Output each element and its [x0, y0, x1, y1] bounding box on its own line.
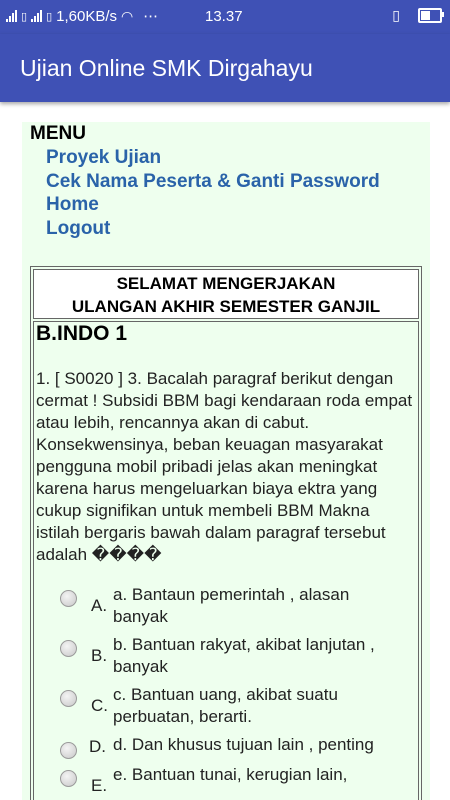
option-letter-d: D. [89, 737, 106, 756]
menu-link-logout[interactable]: Logout [46, 218, 111, 239]
option-text-a: a. Bantaun pemerintah , alasan banyak [113, 585, 350, 626]
option-e[interactable] [60, 764, 410, 800]
status-bar [0, 0, 450, 34]
radio-b[interactable] [60, 640, 77, 657]
menu-link-cek-nama[interactable]: Cek Nama Peserta & Ganti Password [46, 171, 380, 192]
app-bar [0, 34, 450, 102]
network-speed: 1,60KB/s [56, 7, 117, 25]
status-right [392, 7, 442, 24]
clock: 13.37 [205, 8, 243, 25]
exam-header-line2: ULANGAN AKHIR SEMESTER GANJIL [71, 297, 381, 316]
radio-a[interactable] [60, 590, 77, 607]
signal-icon-2 [31, 10, 42, 22]
sim-icon: ▯ [21, 10, 28, 23]
question-panel [33, 321, 419, 800]
option-letter-a: A. [91, 596, 108, 615]
option-c[interactable] [60, 684, 410, 728]
menu-title: MENU [30, 123, 86, 144]
question-text: 1. [ S0020 ] 3. Bacalah paragraf berikut dengan cermat ! Subsidi BBM bagi kendaraan roda empat atau lebih, rencannya akan di cabut. Konsekwensinya, beban keuagan masyarakat pengguna mobil pribadi jelas akan meningkat karena harus mengeluarkan biaya ektra yang cukup signifikan untuk membeli BBM Makna istilah bergaris bawah dalam paragraf tersebut adalah ���� [36, 369, 413, 564]
option-a[interactable] [60, 584, 410, 628]
option-letter-e: E. [91, 776, 108, 795]
option-text-c: c. Bantuan uang, akibat suatu perbuatan, berarti. [113, 685, 338, 726]
exam-header [33, 269, 419, 319]
status-left [6, 7, 158, 25]
option-b[interactable] [60, 634, 410, 678]
option-text-b: b. Bantuan rakyat, akibat lanjutan , banyak [113, 635, 375, 676]
more-icon: ⋯ [143, 8, 159, 25]
vibrate-icon: ▯ [392, 7, 400, 23]
exam-header-line1: SELAMAT MENGERJAKAN [116, 274, 336, 293]
subject-title: B.INDO 1 [36, 322, 128, 345]
signal-icon [6, 10, 17, 22]
battery-icon [418, 8, 442, 23]
option-text-e: e. Bantuan tunai, kerugian lain, [113, 765, 348, 784]
wifi-icon: ◠ [121, 7, 134, 24]
radio-d[interactable] [60, 742, 77, 759]
sim2-icon: ▯ [46, 10, 53, 23]
menu-link-home[interactable]: Home [46, 194, 99, 215]
app-title: Ujian Online SMK Dirgahayu [20, 55, 313, 81]
exam-panel [30, 266, 422, 800]
radio-c[interactable] [60, 690, 77, 707]
radio-e[interactable] [60, 770, 77, 787]
option-text-d: d. Dan khusus tujuan lain , penting [113, 735, 374, 754]
menu-link-proyek-ujian[interactable]: Proyek Ujian [46, 147, 162, 168]
page-content [22, 122, 430, 800]
option-letter-b: B. [91, 646, 108, 665]
option-letter-c: C. [91, 696, 108, 715]
